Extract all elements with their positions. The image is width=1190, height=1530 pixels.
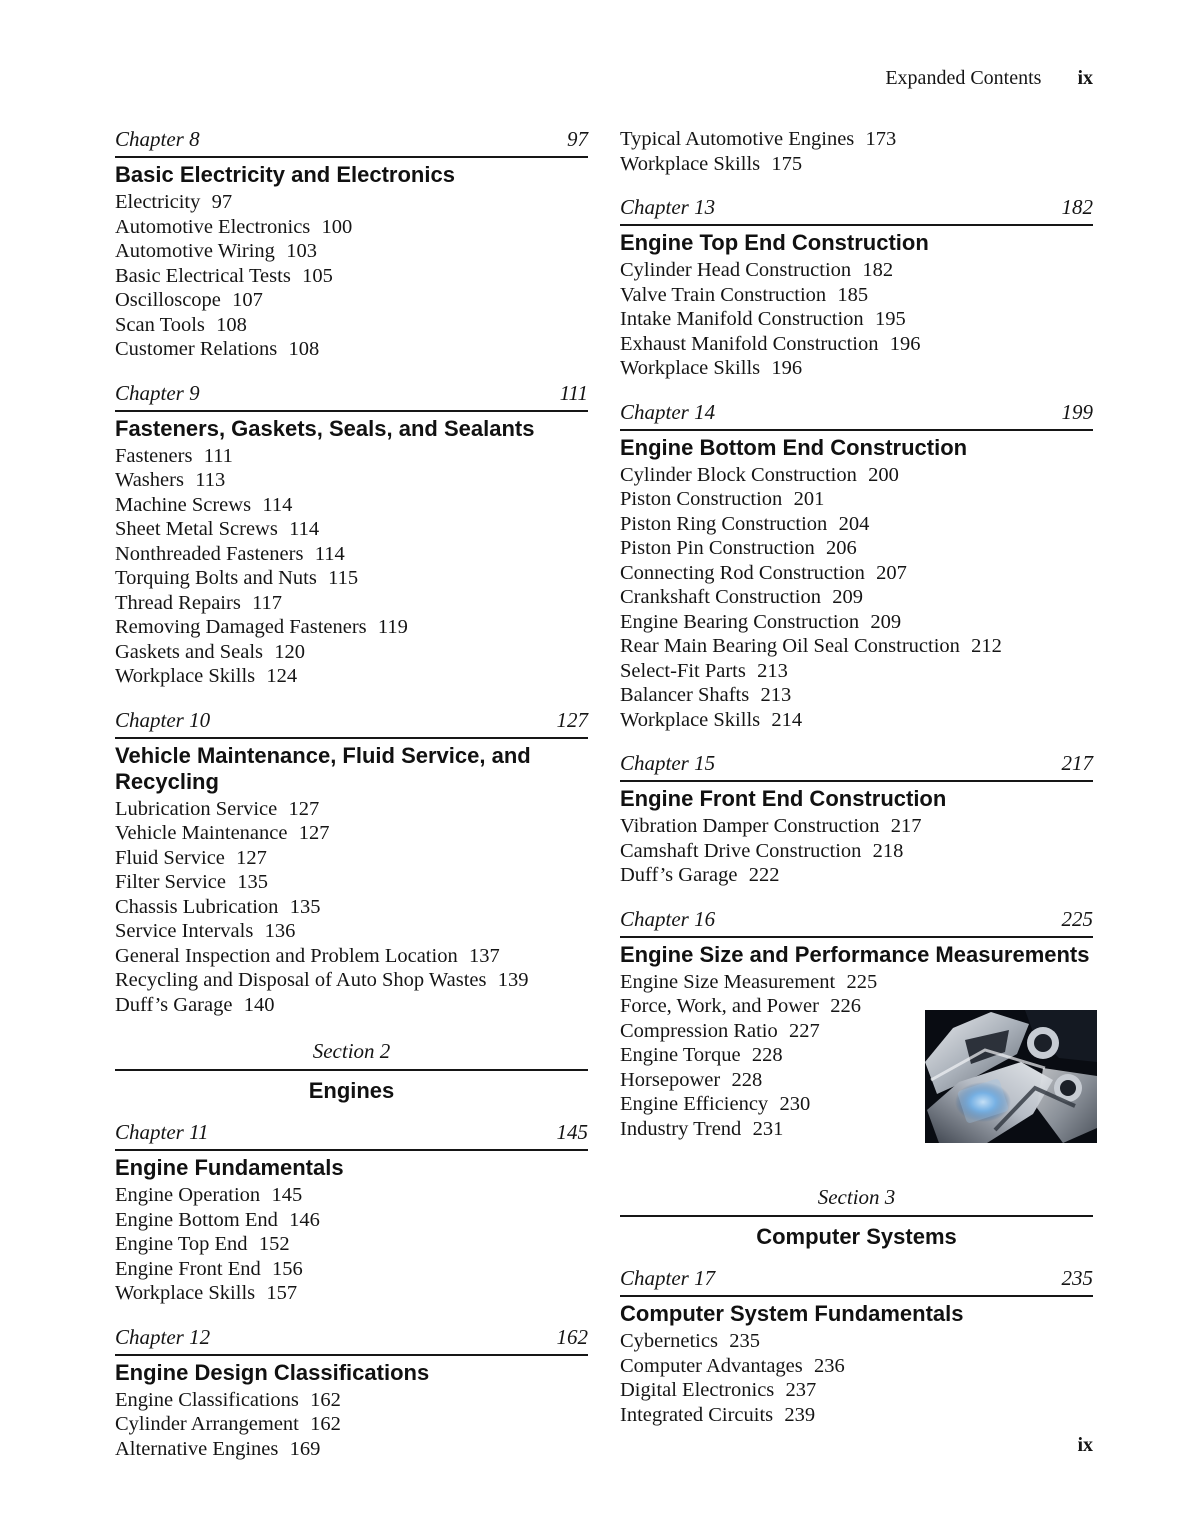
entry-title: Lubrication Service [115, 797, 278, 820]
entry-page-number: 136 [264, 920, 296, 942]
entry-title: Duff’s Garage [620, 864, 738, 886]
toc-entry [620, 683, 1093, 708]
toc-entry [620, 283, 1093, 308]
entry-page-number: 139 [497, 969, 529, 991]
chapter-label: Chapter 17 [620, 1266, 716, 1290]
chapter-entries [620, 970, 1093, 1142]
chapter-title: Vehicle Maintenance, Fluid Service, and Recycling [115, 742, 531, 794]
entry-title: Exhaust Manifold Construction [620, 332, 879, 355]
chapter-heading-rule [620, 195, 1093, 226]
toc-entry [620, 1329, 1093, 1354]
entry-title: Workplace Skills [115, 665, 256, 687]
toc-entry [115, 288, 588, 313]
toc-entry [115, 493, 588, 518]
entry-title: Recycling and Disposal of Auto Shop Wastes [115, 969, 487, 991]
entry-title: Force, Work, and Power [620, 995, 819, 1017]
toc-entry [115, 337, 588, 362]
chapter-block [115, 1120, 588, 1306]
entry-page-number: 213 [757, 659, 788, 682]
section-title: Computer Systems [756, 1224, 957, 1249]
entry-page-number: 213 [760, 684, 792, 706]
chapter-title: Engine Size and Performance Measurements [620, 941, 1090, 967]
entry-page-number: 105 [302, 264, 333, 287]
chapter-title: Fasteners, Gaskets, Seals, and Sealants [115, 415, 535, 441]
entry-page-number: 146 [289, 1208, 320, 1231]
chapter-heading-rule [620, 907, 1093, 938]
chapter-start-page: 162 [556, 1324, 588, 1349]
toc-entry [115, 846, 588, 871]
entry-title: Thread Repairs [115, 591, 241, 614]
section-title: Engines [308, 1078, 395, 1103]
chapter-title: Engine Front End Construction [620, 786, 947, 811]
toc-entry [620, 610, 1093, 635]
chapter-block [620, 195, 1093, 381]
engine-cutaway-photo [925, 1010, 1097, 1143]
entry-page-number: 217 [890, 815, 922, 837]
entry-title: Filter Service [115, 871, 227, 893]
chapter-entries [115, 797, 588, 1018]
chapter-entries [620, 1329, 1093, 1427]
entry-title: Engine Operation [115, 1184, 261, 1206]
toc-entry [620, 152, 1093, 177]
entry-title: Vibration Damper Construction [620, 815, 880, 837]
entry-title: Digital Electronics [620, 1379, 775, 1401]
entry-title: Chassis Lubrication [115, 895, 279, 918]
chapter-label: Chapter 14 [620, 399, 716, 424]
entry-title: Service Intervals [115, 920, 254, 942]
entry-title: Engine Size Measurement [620, 970, 836, 993]
entry-title: Vehicle Maintenance [115, 822, 288, 844]
running-header [885, 66, 1093, 90]
chapter-block [115, 127, 588, 362]
toc-entry [620, 512, 1093, 537]
chapter-block [115, 708, 588, 1018]
entry-title: Fluid Service [115, 846, 225, 869]
entry-title: Nonthreaded Fasteners [115, 542, 304, 565]
entry-page-number: 185 [837, 283, 869, 306]
entry-page-number: 239 [784, 1403, 816, 1426]
chapter-heading-rule [115, 1325, 588, 1356]
chapter-label: Chapter 11 [115, 1120, 209, 1144]
entry-title: Piston Pin Construction [620, 537, 815, 559]
chapter-heading-rule [620, 1266, 1093, 1297]
toc-entry [115, 190, 588, 215]
chapter-heading-rule [115, 708, 588, 739]
chapter-start-page: 97 [567, 127, 588, 151]
entry-title: Connecting Rod Construction [620, 561, 865, 584]
chapter-entries [620, 814, 1093, 888]
entry-page-number: 103 [286, 240, 317, 262]
toc-entry [620, 839, 1093, 864]
toc-entry [620, 356, 1093, 381]
chapter-start-page: 217 [1061, 751, 1093, 775]
chapter-label: Chapter 10 [115, 707, 211, 732]
entry-title: Workplace Skills [620, 357, 761, 379]
chapter-entries [115, 1388, 588, 1462]
entry-title: General Inspection and Problem Location [115, 944, 458, 967]
entry-title: Cylinder Head Construction [620, 259, 852, 281]
chapter-start-page: 111 [559, 380, 588, 405]
entry-page-number: 107 [232, 289, 263, 311]
entry-title: Engine Front End [115, 1257, 261, 1280]
entry-page-number: 204 [838, 512, 870, 535]
entry-title: Engine Classifications [115, 1388, 299, 1411]
entry-page-number: 111 [203, 444, 233, 467]
toc-entry [620, 814, 1093, 839]
entry-page-number: 137 [468, 944, 500, 967]
entry-title: Engine Torque [620, 1044, 741, 1066]
chapter-entries [115, 1183, 588, 1306]
section-divider [115, 1039, 588, 1104]
chapter-label: Chapter 13 [620, 195, 716, 219]
entry-page-number: 201 [793, 488, 825, 510]
chapter-heading-rule [115, 127, 588, 158]
entry-page-number: 117 [252, 591, 283, 614]
entry-title: Cybernetics [620, 1330, 718, 1352]
chapter-label: Chapter 12 [115, 1324, 211, 1349]
chapter-heading-rule [620, 751, 1093, 782]
entry-page-number: 200 [868, 463, 899, 486]
chapter-title: Engine Top End Construction [620, 230, 929, 255]
entry-page-number: 127 [288, 797, 320, 820]
entry-page-number: 227 [789, 1019, 820, 1042]
entry-title: Customer Relations [115, 338, 278, 360]
chapter-label: Chapter 9 [115, 380, 200, 405]
entry-title: Oscilloscope [115, 289, 221, 311]
chapter-heading-rule [620, 400, 1093, 431]
chapter-entries [620, 258, 1093, 381]
chapter-block [115, 381, 588, 689]
entry-page-number: 97 [211, 191, 233, 213]
entry-page-number: 226 [830, 995, 861, 1017]
toc-entry [115, 542, 588, 567]
entry-title: Balancer Shafts [620, 684, 750, 706]
entry-title: Industry Trend [620, 1117, 742, 1140]
entry-title: Rear Main Bearing Oil Seal Construction [620, 635, 960, 657]
entry-page-number: 196 [889, 332, 921, 355]
entry-title: Valve Train Construction [620, 283, 827, 306]
chapter-label: Chapter 15 [620, 751, 716, 775]
toc-entry [115, 517, 588, 542]
entry-title: Select-Fit Parts [620, 659, 746, 682]
entry-page-number: 119 [377, 616, 408, 638]
entry-title: Integrated Circuits [620, 1403, 774, 1426]
toc-entry [620, 970, 1093, 995]
entry-page-number: 195 [874, 308, 906, 330]
entry-page-number: 209 [832, 586, 864, 608]
toc-entry [620, 708, 1093, 733]
entry-title: Cylinder Block Construction [620, 463, 857, 486]
entry-page-number: 114 [289, 518, 320, 540]
entry-page-number: 225 [846, 970, 878, 993]
entry-page-number: 162 [310, 1388, 341, 1411]
entry-title: Machine Screws [115, 493, 252, 516]
entry-title: Engine Efficiency [620, 1093, 769, 1115]
entry-title: Camshaft Drive Construction [620, 839, 862, 862]
toc-entry [115, 1412, 588, 1437]
entry-page-number: 218 [872, 839, 904, 862]
toc-entry [115, 1183, 588, 1208]
chapter-entries [115, 190, 588, 362]
entry-title: Scan Tools [115, 313, 205, 336]
entry-title: Gaskets and Seals [115, 640, 264, 663]
entry-page-number: 231 [752, 1117, 784, 1140]
toc-entry [115, 1281, 588, 1306]
section-label: Section 3 [620, 1185, 1093, 1217]
chapter-entries [620, 463, 1093, 733]
toc-entry [115, 993, 588, 1018]
entry-page-number: 124 [266, 665, 298, 687]
entry-page-number: 175 [771, 152, 803, 175]
entry-title: Fasteners [115, 444, 193, 467]
toc-entry [115, 1388, 588, 1413]
toc-entry [115, 944, 588, 969]
section-divider [620, 1185, 1093, 1250]
entry-page-number: 196 [771, 357, 803, 379]
entry-page-number: 169 [289, 1437, 321, 1460]
entry-page-number: 228 [731, 1068, 763, 1091]
chapter-block [620, 400, 1093, 733]
entry-page-number: 228 [751, 1044, 783, 1066]
entry-page-number: 156 [272, 1257, 303, 1280]
entry-page-number: 113 [195, 469, 226, 491]
entry-title: Compression Ratio [620, 1019, 778, 1042]
page-folio: ix [1077, 1434, 1093, 1456]
chapter-title: Basic Electricity and Electronics [115, 162, 455, 187]
entry-page-number: 212 [971, 635, 1002, 657]
toc-entry [115, 1437, 588, 1462]
toc-entry [620, 307, 1093, 332]
entry-title: Removing Damaged Fasteners [115, 616, 367, 638]
running-header-title: Expanded Contents [885, 67, 1042, 89]
chapter-title: Computer System Fundamentals [620, 1301, 964, 1326]
entry-title: Sheet Metal Screws [115, 518, 278, 540]
entry-page-number: 173 [865, 128, 897, 150]
chapter-start-page: 182 [1061, 195, 1093, 219]
entry-title: Torquing Bolts and Nuts [115, 567, 317, 589]
entry-title: Automotive Electronics [115, 215, 311, 238]
toc-entry [115, 968, 588, 993]
entry-page-number: 182 [862, 259, 894, 281]
chapter-block [620, 751, 1093, 888]
entry-title: Piston Ring Construction [620, 512, 828, 535]
toc-entry [115, 919, 588, 944]
entry-page-number: 157 [266, 1282, 298, 1304]
toc-entry [620, 332, 1093, 357]
toc-entry [115, 821, 588, 846]
toc-entry [620, 487, 1093, 512]
entry-page-number: 127 [298, 822, 330, 844]
entry-page-number: 162 [310, 1413, 341, 1435]
toc-entry [620, 1378, 1093, 1403]
entry-page-number: 152 [258, 1233, 290, 1255]
chapter-entries [115, 444, 588, 689]
entry-title: Workplace Skills [620, 152, 761, 175]
toc-entry [115, 664, 588, 689]
entry-page-number: 140 [243, 993, 275, 1016]
entry-title: Horsepower [620, 1068, 721, 1091]
chapter-start-page: 145 [556, 1120, 588, 1144]
entry-title: Basic Electrical Tests [115, 264, 291, 287]
toc-entry [620, 634, 1093, 659]
entry-title: Intake Manifold Construction [620, 308, 864, 330]
chapter-block [115, 1325, 588, 1462]
chapter-heading-rule [115, 1120, 588, 1151]
entry-title: Workplace Skills [115, 1282, 256, 1304]
toc-column-left [115, 127, 588, 1461]
entry-title: Electricity [115, 191, 201, 213]
toc-entry [620, 585, 1093, 610]
toc-entry [115, 1257, 588, 1282]
entry-page-number: 222 [748, 864, 780, 886]
entry-page-number: 135 [237, 871, 269, 893]
chapter-entries [620, 127, 1093, 176]
section-label: Section 2 [115, 1039, 588, 1071]
entry-page-number: 214 [771, 708, 803, 731]
entry-title: Crankshaft Construction [620, 586, 821, 608]
entry-page-number: 100 [321, 215, 353, 238]
chapter-start-page: 225 [1061, 906, 1093, 931]
toc-entry [115, 640, 588, 665]
toc-entry [620, 127, 1093, 152]
toc-entry [115, 444, 588, 469]
toc-entry [115, 797, 588, 822]
toc-entry [115, 591, 588, 616]
chapter-label: Chapter 8 [115, 127, 200, 151]
toc-entry [620, 1403, 1093, 1428]
entry-page-number: 114 [314, 542, 345, 565]
chapter-title: Engine Design Classifications [115, 1359, 430, 1385]
entry-page-number: 108 [216, 313, 247, 336]
entry-page-number: 145 [271, 1184, 303, 1206]
chapter-heading-rule [115, 381, 588, 412]
entry-title: Cylinder Arrangement [115, 1413, 299, 1435]
entry-page-number: 127 [236, 846, 267, 869]
chapter-block [620, 907, 1093, 1142]
toc-entry [115, 566, 588, 591]
toc-entry [115, 895, 588, 920]
entry-page-number: 235 [729, 1330, 760, 1352]
chapter-continuation [620, 127, 1093, 176]
toc-entry [620, 863, 1093, 888]
entry-page-number: 230 [779, 1093, 811, 1115]
entry-page-number: 115 [328, 567, 359, 589]
entry-page-number: 206 [826, 537, 857, 559]
running-header-page-number: ix [1077, 67, 1093, 89]
toc-entry [620, 463, 1093, 488]
toc-column-right [620, 127, 1093, 1427]
toc-entry [115, 1208, 588, 1233]
toc-entry [115, 615, 588, 640]
toc-entry [115, 313, 588, 338]
toc-entry [620, 1354, 1093, 1379]
entry-title: Typical Automotive Engines [620, 128, 855, 150]
toc-entry [620, 659, 1093, 684]
entry-title: Engine Bearing Construction [620, 610, 860, 633]
entry-title: Alternative Engines [115, 1437, 279, 1460]
entry-title: Engine Bottom End [115, 1208, 278, 1231]
toc-entry [620, 536, 1093, 561]
entry-title: Duff’s Garage [115, 993, 233, 1016]
entry-page-number: 135 [289, 895, 321, 918]
entry-page-number: 108 [288, 338, 320, 360]
entry-page-number: 120 [274, 640, 306, 663]
entry-page-number: 237 [785, 1379, 817, 1401]
chapter-start-page: 199 [1061, 399, 1093, 424]
chapter-title: Engine Fundamentals [115, 1155, 344, 1180]
toc-entry [115, 1232, 588, 1257]
entry-title: Workplace Skills [620, 708, 761, 731]
toc-entry [115, 870, 588, 895]
entry-title: Computer Advantages [620, 1354, 803, 1377]
toc-entry [620, 258, 1093, 283]
toc-entry [115, 264, 588, 289]
entry-page-number: 209 [870, 610, 902, 633]
entry-title: Automotive Wiring [115, 240, 275, 262]
toc-entry [115, 215, 588, 240]
toc-entry [115, 468, 588, 493]
entry-page-number: 236 [814, 1354, 845, 1377]
entry-page-number: 114 [262, 493, 293, 516]
entry-title: Engine Top End [115, 1233, 248, 1255]
chapter-block [620, 1266, 1093, 1427]
toc-entry [115, 239, 588, 264]
entry-page-number: 207 [876, 561, 907, 584]
chapter-start-page: 235 [1061, 1266, 1093, 1290]
entry-title: Washers [115, 469, 184, 491]
chapter-title: Engine Bottom End Construction [620, 434, 968, 460]
chapter-start-page: 127 [556, 707, 588, 732]
toc-entry [620, 561, 1093, 586]
entry-title: Piston Construction [620, 488, 783, 510]
chapter-label: Chapter 16 [620, 906, 716, 931]
